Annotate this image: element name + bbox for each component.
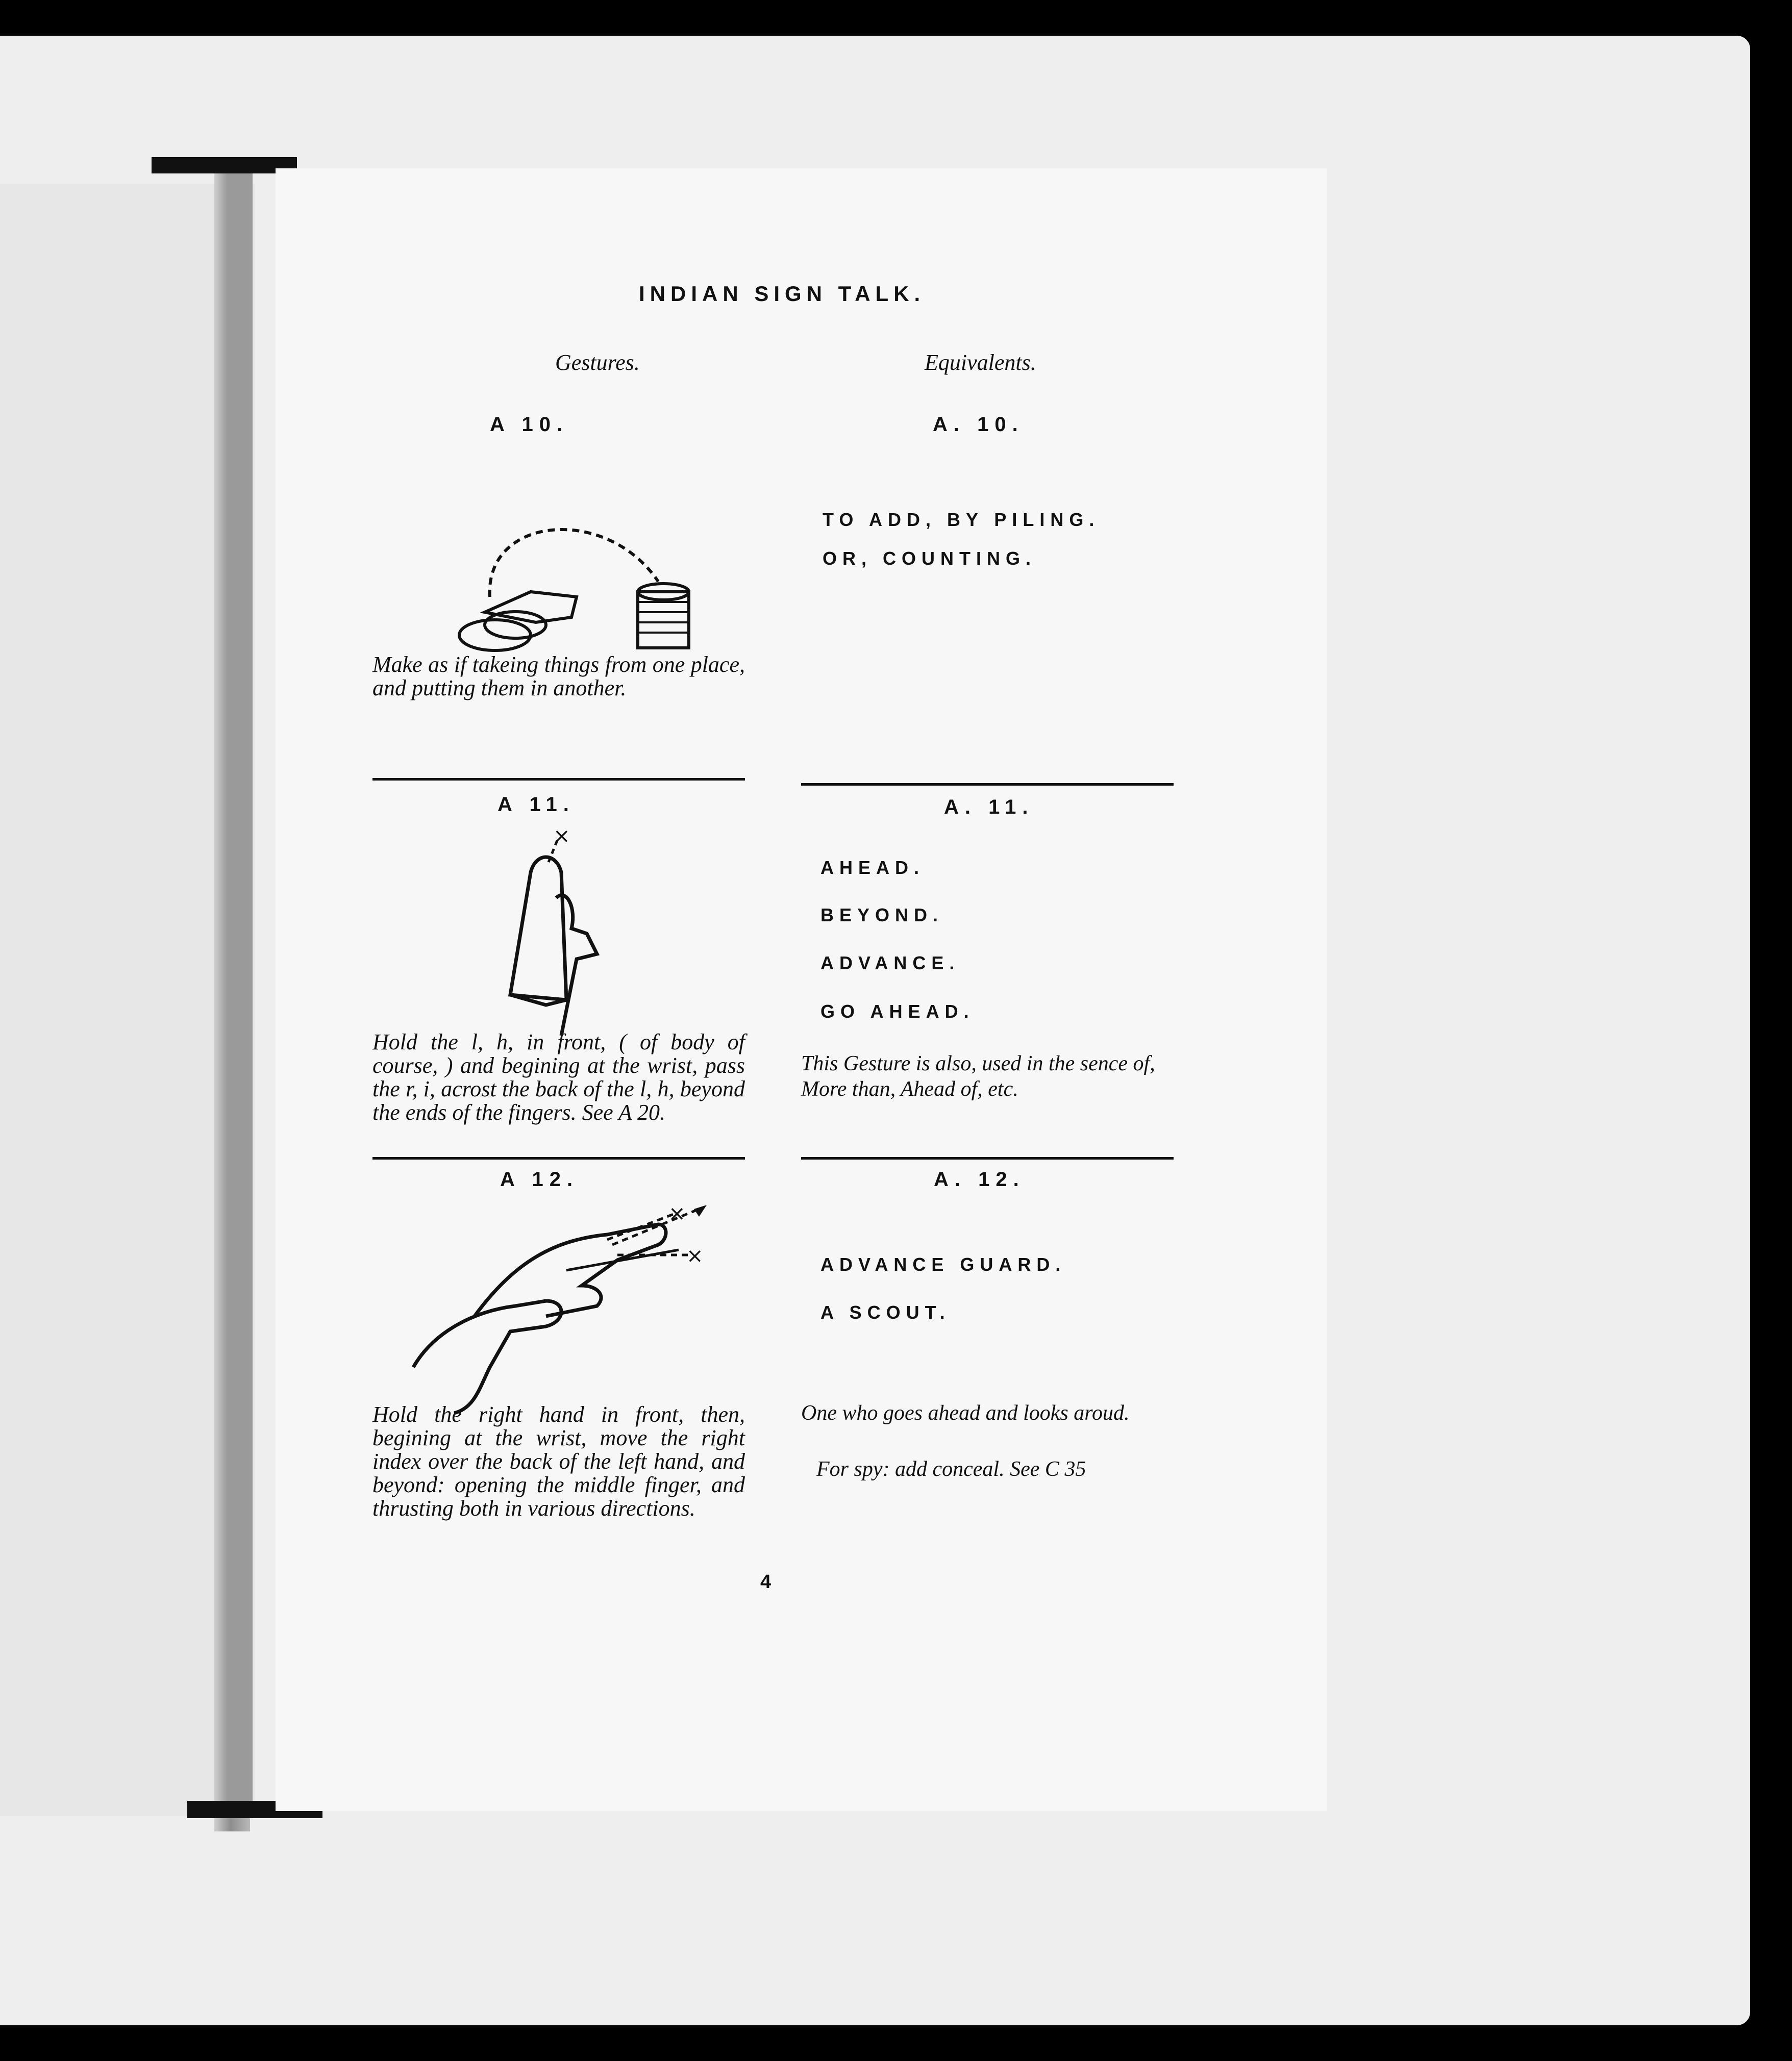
equiv-code-a11: A. 11. <box>944 796 1034 818</box>
gesture-code-a11: A 11. <box>497 793 575 816</box>
hand-pointing-illustration <box>500 824 628 1046</box>
hand-piling-illustration <box>454 495 699 668</box>
svg-text:×: × <box>686 1244 704 1268</box>
equivalent-a11-3: ADVANCE. <box>820 952 960 973</box>
document-page <box>276 168 1327 1811</box>
binding-bar <box>228 173 253 1801</box>
equivalent-a10-1: TO ADD, BY PILING. <box>823 509 1100 530</box>
equivalent-a11-4: GO AHEAD. <box>820 1001 975 1022</box>
equivalent-a12-1: ADVANCE GUARD. <box>820 1254 1066 1275</box>
gesture-code-a10: A 10. <box>490 413 569 436</box>
note-a12-spy: For spy: add conceal. See C 35 <box>816 1457 1086 1481</box>
description-a10: Make as if takeing things from one place, and putting them in another. <box>372 652 745 700</box>
divider-right-1 <box>801 783 1174 786</box>
hands-scout-illustration <box>413 1199 730 1413</box>
equiv-code-a12: A. 12. <box>934 1168 1025 1191</box>
equivalent-a11-1: AHEAD. <box>820 857 925 878</box>
equivalent-a12-2: A SCOUT. <box>820 1302 951 1323</box>
svg-text:×: × <box>553 824 570 848</box>
svg-text:×: × <box>668 1202 686 1225</box>
equiv-code-a10: A. 10. <box>933 413 1024 436</box>
equivalent-a10-2: OR, COUNTING. <box>823 548 1036 569</box>
note-a12: One who goes ahead and looks aroud. <box>801 1401 1130 1425</box>
equivalent-a11-2: BEYOND. <box>820 904 944 925</box>
description-a11: Hold the l, h, in front, ( of body of course, ) and begining at the wrist, pass the r, i, acrost the back of the l, h, beyond the ends of the fingers. See A 20. <box>372 1029 745 1125</box>
divider-left-1 <box>372 778 745 781</box>
note-a11: This Gesture is also, used in the sence of, More than, Ahead of, etc. <box>801 1052 1155 1101</box>
description-a12: Hold the right hand in front, then, begining at the wrist, move the right index over the back of the left hand, and beyond: opening the middle finger, and thrusting both in various directions. <box>372 1402 745 1521</box>
gesture-code-a12: A 12. <box>500 1168 579 1191</box>
divider-left-2 <box>372 1157 745 1160</box>
divider-right-2 <box>801 1157 1174 1160</box>
column-header-gestures: Gestures. <box>555 350 640 375</box>
page-title: INDIAN SIGN TALK. <box>639 282 926 306</box>
column-header-equivalents: Equivalents. <box>925 350 1036 375</box>
page-number: 4 <box>760 1571 771 1593</box>
